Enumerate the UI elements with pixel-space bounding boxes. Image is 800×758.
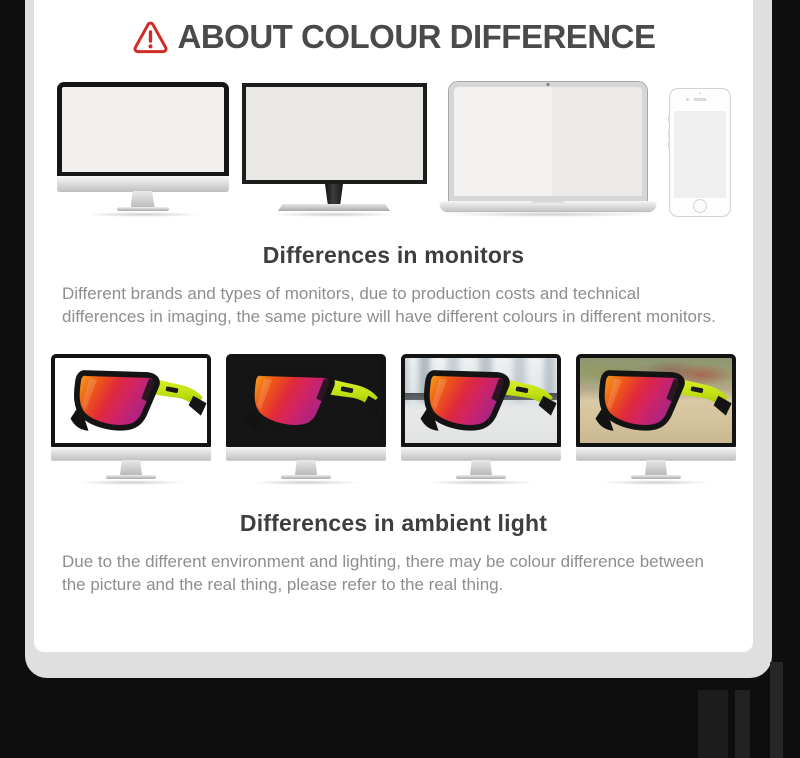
watermark-bar bbox=[698, 690, 728, 758]
smartphone-graphic bbox=[669, 88, 731, 217]
product-screen-outdoor bbox=[576, 354, 736, 447]
page-title: ABOUT COLOUR DIFFERENCE bbox=[177, 18, 656, 55]
device-shadow bbox=[251, 480, 361, 485]
ambient-section-paragraph: Due to the different environment and lighting, there may be colour difference between the picture and the real thing, please refer to the real thing. bbox=[62, 552, 704, 594]
phone-side-button bbox=[668, 115, 670, 123]
desktop-monitor-graphic bbox=[57, 82, 229, 217]
phone-side-button bbox=[668, 129, 670, 137]
monitor-base bbox=[281, 475, 331, 479]
monitor-chin bbox=[226, 447, 386, 460]
product-monitor-outdoor bbox=[576, 354, 736, 485]
product-screen-white bbox=[51, 354, 211, 447]
phone-earpiece bbox=[693, 98, 706, 101]
content-area bbox=[34, 0, 753, 652]
monitor-base bbox=[631, 475, 681, 479]
devices-row bbox=[34, 83, 753, 217]
laptop-graphic bbox=[440, 82, 656, 217]
product-screen-black bbox=[226, 354, 386, 447]
tv-display-graphic bbox=[242, 83, 427, 217]
product-screen-city bbox=[401, 354, 561, 447]
warning-triangle-icon bbox=[132, 20, 169, 54]
header bbox=[34, 16, 753, 58]
monitor-base bbox=[106, 475, 156, 479]
monitor-chin bbox=[576, 447, 736, 460]
watermark-bar bbox=[770, 662, 783, 758]
sunglasses-image bbox=[55, 358, 207, 443]
phone-side-button bbox=[668, 141, 670, 149]
desktop-monitor-screen bbox=[57, 82, 229, 176]
tv-screen bbox=[242, 83, 427, 184]
monitor-chin bbox=[401, 447, 561, 460]
laptop-screen bbox=[449, 82, 647, 201]
device-shadow bbox=[440, 212, 656, 217]
monitor-chin bbox=[51, 447, 211, 460]
desktop-monitor-base bbox=[117, 207, 169, 211]
tv-stand bbox=[325, 184, 343, 204]
content-card bbox=[25, 0, 772, 678]
device-shadow bbox=[426, 480, 536, 485]
sunglasses-image bbox=[230, 358, 382, 443]
monitors-section-heading: Differences in monitors bbox=[262, 242, 525, 268]
device-shadow bbox=[83, 212, 203, 217]
monitor-base bbox=[456, 475, 506, 479]
device-shadow bbox=[269, 212, 399, 217]
product-monitor-black bbox=[226, 354, 386, 485]
monitor-stand bbox=[295, 460, 317, 475]
desktop-monitor-chin bbox=[57, 176, 229, 191]
laptop-keyboard-base bbox=[440, 201, 656, 211]
phone-camera-dot bbox=[686, 98, 689, 101]
smartphone-screen bbox=[674, 111, 726, 198]
product-monitor-white bbox=[51, 354, 211, 485]
device-shadow bbox=[76, 480, 186, 485]
monitor-stand bbox=[120, 460, 142, 475]
smartphone-body bbox=[669, 88, 731, 217]
ambient-section-heading: Differences in ambient light bbox=[239, 510, 548, 536]
sunglasses-image bbox=[580, 358, 732, 443]
device-shadow bbox=[601, 480, 711, 485]
phone-sensor-dot bbox=[699, 92, 701, 94]
desktop-monitor-stand bbox=[131, 191, 155, 207]
phone-home-button bbox=[693, 199, 707, 213]
tv-base bbox=[278, 204, 390, 211]
sunglasses-image bbox=[405, 358, 557, 443]
product-monitor-city bbox=[401, 354, 561, 485]
monitor-stand bbox=[645, 460, 667, 475]
monitors-section-paragraph: Different brands and types of monitors, due to production costs and technical differences in imaging, the same picture will have different colours in different monitors. bbox=[62, 284, 716, 326]
watermark-bar bbox=[735, 690, 750, 758]
product-monitors-row bbox=[34, 354, 753, 485]
monitor-stand bbox=[470, 460, 492, 475]
